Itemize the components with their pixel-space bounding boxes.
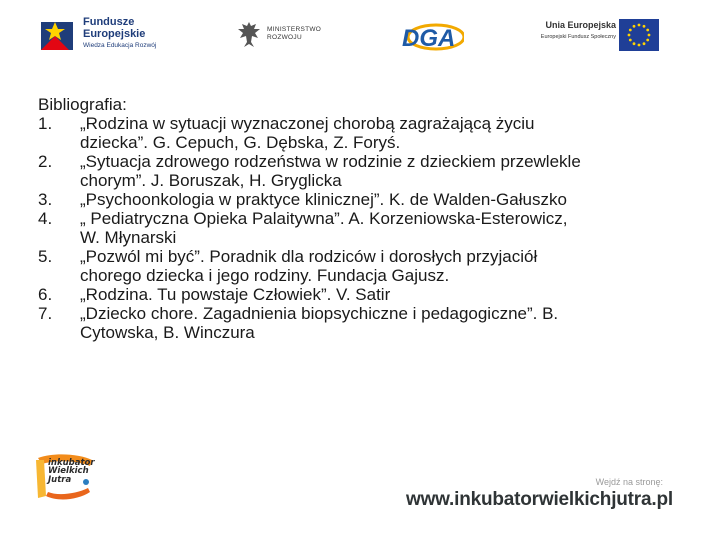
item-line: dziecka”. G. Cepuch, G. Dębska, Z. Foryś.: [80, 133, 401, 152]
item-line: „Pozwól mi być”. Poradnik dla rodziców i dorosłych przyjaciół: [80, 247, 538, 266]
list-item: [38, 247, 702, 285]
item-number: 6.: [38, 285, 53, 304]
list-item: [38, 114, 702, 152]
item-line: „Sytuacja zdrowego rodzeństwa w rodzinie z dzieckiem przewlekle: [80, 152, 581, 171]
list-item: [38, 285, 702, 304]
eu-flag-icon: [619, 19, 659, 51]
item-line: W. Młynarski: [80, 228, 177, 247]
eu-funds-flag-icon: [37, 16, 77, 56]
item-line: „Rodzina w sytuacji wyznaczonej chorobą zagrażającą życiu: [80, 114, 535, 133]
ministerstwo-rozwoju-logo: [236, 20, 336, 54]
item-line: chorego dziecka i jego rodziny. Fundacja Gajusz.: [80, 266, 450, 285]
item-number: 3.: [38, 190, 53, 209]
item-number: 5.: [38, 247, 53, 266]
inkubator-logo-line: Jutra: [48, 474, 72, 485]
bibliography: [38, 95, 702, 342]
bibliography-list: [38, 114, 702, 342]
visit-label: Wejdź na stronę:: [595, 477, 663, 487]
item-line: „Dziecko chore. Zagadnienia biopsychiczne i pedagogiczne”. B.: [80, 304, 559, 323]
fe-title: Fundusze Europejskie: [83, 16, 146, 40]
ue-subtitle: Europejski Fundusz Społeczny: [540, 33, 616, 40]
item-number: 2.: [38, 152, 53, 171]
dga-logo: [400, 20, 464, 54]
item-number: 4.: [38, 209, 53, 228]
item-number: 7.: [38, 304, 53, 323]
polish-eagle-icon: [236, 20, 262, 50]
item-line: „ Pediatryczna Opieka Palaitywna”. A. Korzeniowska-Esterowicz,: [80, 209, 568, 228]
item-number: 1.: [38, 114, 53, 133]
unia-europejska-logo: [524, 16, 664, 56]
website-link[interactable]: www.inkubatorwielkichjutra.pl: [406, 489, 673, 510]
list-item: [38, 209, 702, 247]
dga-logo-text: DGA: [402, 25, 456, 52]
list-item: [38, 152, 702, 190]
bibliography-heading: Bibliografia:: [38, 95, 127, 114]
fundusze-europejskie-logo: [37, 14, 167, 58]
inkubator-logo: [34, 452, 96, 502]
item-line: „Psychoonkologia w praktyce klinicznej”. K. de Walden-Gałuszko: [80, 190, 567, 209]
ue-title: Unia Europejska: [545, 20, 616, 30]
item-line: „Rodzina. Tu powstaje Człowiek”. V. Satir: [80, 285, 391, 304]
mr-text: MINISTERSTWO ROZWOJU: [267, 26, 322, 42]
inkubator-logo-line: Wielkich: [48, 466, 89, 477]
list-item: [38, 304, 702, 342]
inkubator-logo-line: inkubator: [48, 458, 95, 468]
list-item: [38, 190, 702, 209]
fe-subtitle: Wiedza Edukacja Rozwój: [83, 42, 157, 50]
item-line: Cytowska, B. Winczura: [80, 323, 255, 342]
item-line: chorym”. J. Boruszak, H. Gryglicka: [80, 171, 342, 190]
